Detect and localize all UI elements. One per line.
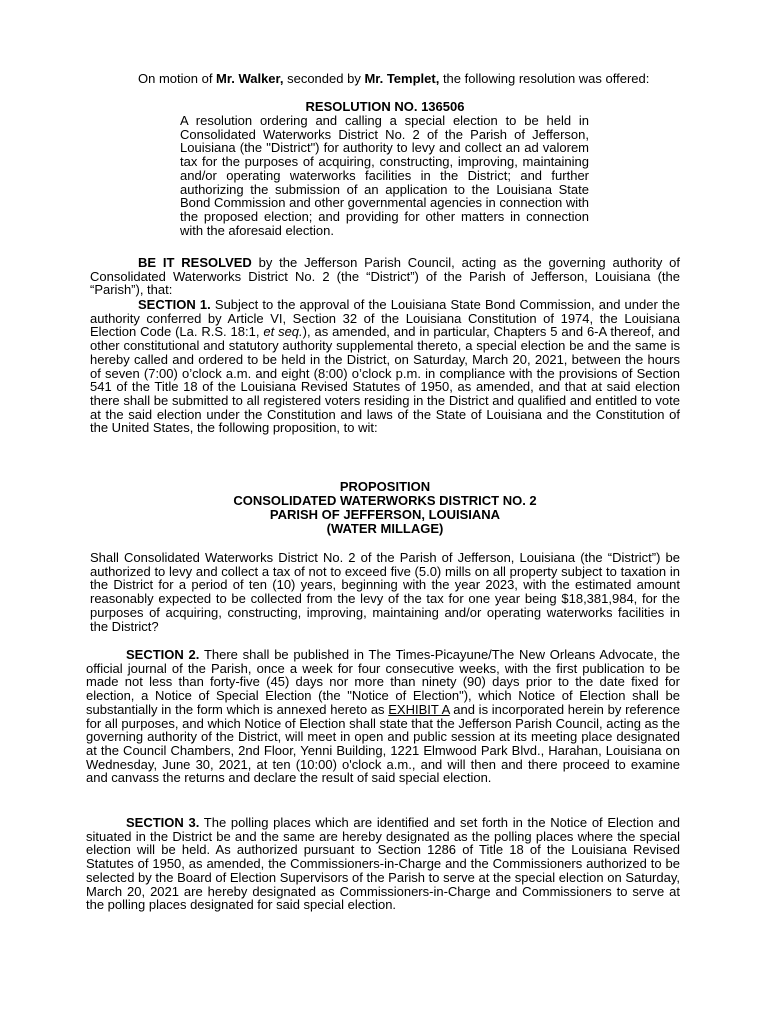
section-2-text-a: There shall be published in The Times-Picayune/The New Orleans Advocate, the official journal of the Parish, once a week for four consecutive weeks, with the first publication to be made not less than forty-five (45) days nor more than ninety (90) days prior to the date fixed for election, a Notice of Special Election (the "Notice of Election"), which Notice of Election shall be substantially in the form which is annexed hereto as (86, 647, 680, 717)
resolution-abstract: A resolution ordering and calling a special election to be held in Consolidated Waterworks District No. 2 of the Parish of Jefferson, Louisiana (the "District") for authority to levy and collect an ad valorem tax for the purposes of acquiring, constructing, improving, maintaining and/or operating waterworks facilities in the District; and further authorizing the submission of an application to the Louisiana State Bond Commission and other governmental agencies in connection with the proposed election; and providing for other matters in connection with the aforesaid election. (180, 113, 590, 238)
proposition-subtitle: (WATER MILLAGE) (326, 521, 444, 536)
motion-mover: Mr. Walker, (216, 71, 284, 86)
motion-paragraph (90, 72, 680, 86)
section-2-heading: SECTION 2. (126, 647, 200, 662)
section-1-et-seq: et seq. (263, 324, 303, 340)
motion-mid: seconded by (283, 71, 365, 86)
section-2-paragraph (86, 648, 680, 785)
motion-seconder: Mr. Templet, (364, 71, 440, 86)
section-3-heading: SECTION 3. (126, 815, 200, 830)
section-1-text-b: ), as amended, and in particular, Chapters 5 and 6-A thereof, and other constitutional and statutory authority supplemental thereto, a special election be and the same is hereby called and ordered to be held in the District, on Saturday, March 20, 2021, between the hours of seven (7:00) o’clock a.m. and eight (8:00) o’clock p.m. in compliance with the provisions of Section 541 of the Title 18 of the Louisiana Revised Statutes of 1950, as amended, and that at said election there shall be submitted to all registered voters residing in the District and qualified and entitled to vote at the said election under the Constitution and laws of the State of Louisiana and the Constitution of the United States, the following proposition, to wit: (90, 324, 680, 436)
motion-pre: On motion of (138, 71, 217, 86)
section-3-text: The polling places which are identified and set forth in the Notice of Election and situated in the District be and the same are hereby designated as the polling places where the special election will be held. As authorized pursuant to Section 1286 of Title 18 of the Louisiana Revised Statutes of 1950, as amended, the Commissioners-in-Charge and the Commissioners authorized to be selected by the Board of Election Supervisors of the Parish to serve at the special election on Saturday, March 20, 2021 are hereby designated as Commissioners-in-Charge and Commissioners to serve at the polling places designated for said special election. (86, 815, 680, 913)
section-1-paragraph (90, 298, 680, 435)
resolution-title: RESOLUTION NO. 136506 (305, 99, 465, 114)
resolved-text: by the Jefferson Parish Council, acting as the governing authority of Consolidated Waterworks District No. 2 (the “District”) of the Parish of Jefferson, Louisiana (the “Parish”), that: (90, 255, 680, 298)
proposition-parish: PARISH OF JEFFERSON, LOUISIANA (269, 507, 501, 522)
proposition-district: CONSOLIDATED WATERWORKS DISTRICT NO. 2 (233, 493, 537, 508)
resolved-paragraph (90, 256, 680, 297)
resolved-lead: BE IT RESOLVED (138, 255, 252, 270)
proposition-heading: PROPOSITION (339, 479, 431, 494)
section-1-text-a: Subject to the approval of the Louisiana State Bond Commission, and under the authority conferred by Article VI, Section 32 of the Louisiana Constitution of 1974, the Louisiana Election Code (La. R.S. 18:1, (90, 297, 680, 340)
section-2-text-b: and is incorporated herein by reference for all purposes, and which Notice of Election shall state that the Jefferson Parish Council, acting as the governing authority of the District, will meet in open and public session at its meeting place designated at the Council Chambers, 2nd Floor, Yenni Building, 1221 Elmwood Park Blvd., Harahan, Louisiana on Wednesday, June 30, 2021, at ten (10:00) o'clock a.m., and will then and there proceed to examine and canvass the returns and declare the result of said special election. (86, 701, 680, 786)
section-3-paragraph (86, 816, 680, 912)
exhibit-a-link: EXHIBIT A (388, 701, 450, 717)
motion-post: the following resolution was offered: (439, 71, 650, 86)
proposition-body: Shall Consolidated Waterworks District No. 2 of the Parish of Jefferson, Louisiana (the “District”) be authorized to levy and collect a tax of not to exceed five (5.0) mills on all property subject to taxation in the District for a period of ten (10) years, beginning with the year 2023, with the estimated amount reasonably expected to be collected from the levy of the tax for one year being $18,381,984, for the purposes of acquiring, constructing, improving, maintaining and/or operating waterworks facilities in the District? (90, 550, 680, 634)
section-1-heading: SECTION 1. (138, 297, 211, 312)
